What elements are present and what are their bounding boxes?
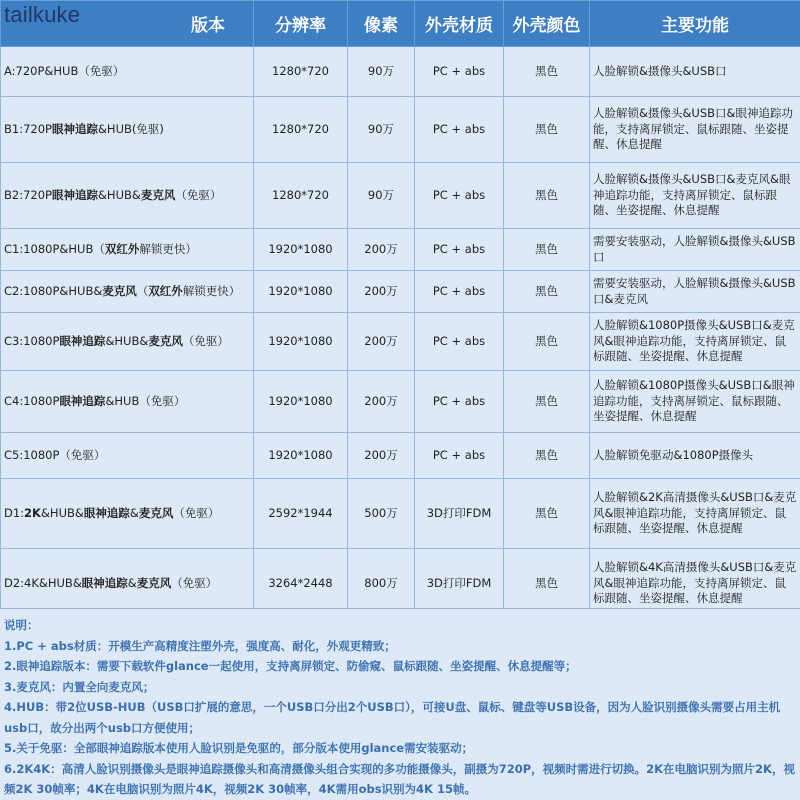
spec-table-body bbox=[1, 47, 800, 619]
version-text-segment: C4:1080P bbox=[4, 393, 60, 408]
cell-shell-color: 黑色 bbox=[504, 47, 590, 97]
version-text-segment: 麦克风 bbox=[136, 575, 172, 590]
version-text-segment: （免驱） bbox=[173, 505, 220, 520]
cell-shell-color: 黑色 bbox=[504, 479, 590, 549]
cell-resolution: 1920*1080 bbox=[254, 371, 348, 433]
cell-pixels: 200万 bbox=[348, 313, 415, 371]
header-resolution: 分辨率 bbox=[254, 1, 348, 47]
version-text-segment: & bbox=[127, 575, 137, 590]
cell-version bbox=[1, 47, 254, 97]
version-text-segment: 眼神追踪 bbox=[51, 187, 98, 202]
note-item: 2.眼神追踪版本：需要下载软件glance一起使用，支持离屏锁定、防偷窥、鼠标跟随、坐姿提醒、休息提醒等； bbox=[4, 659, 577, 673]
table-row bbox=[1, 163, 800, 229]
cell-shell-color: 黑色 bbox=[504, 229, 590, 271]
note-item: 5.关于免驱：全部眼神追踪版本使用人脸识别是免驱的，部分版本使用glance需安装驱动； bbox=[4, 741, 474, 755]
version-text-segment: A:720P&HUB（免驱） bbox=[4, 63, 125, 78]
cell-shell-material: PC + abs bbox=[415, 47, 504, 97]
note-item: 1.PC + abs材质：开模生产高精度注塑外壳，强度高、耐化，外观更精致； bbox=[4, 638, 396, 653]
cell-pixels: 200万 bbox=[348, 433, 415, 479]
version-text-segment: B1:720P bbox=[4, 121, 52, 136]
version-text-segment: 眼神追踪 bbox=[59, 393, 106, 408]
cell-main-features: 人脸解锁&摄像头&USB口&麦克风&眼神追踪功能，支持离屏锁定、鼠标跟随、坐姿提醒、休息提醒 bbox=[590, 163, 800, 229]
version-text-segment: &HUB(免驱) bbox=[97, 121, 164, 136]
cell-pixels: 500万 bbox=[348, 479, 415, 549]
note-item: 3.麦克风：内置全向麦克风； bbox=[4, 679, 155, 694]
version-text-segment: （ bbox=[136, 283, 149, 298]
cell-shell-material: PC + abs bbox=[415, 229, 504, 271]
version-text-segment: 解锁更快） bbox=[182, 283, 241, 298]
cell-version bbox=[1, 433, 254, 479]
version-text-segment: C5:1080P（免驱） bbox=[4, 447, 106, 462]
cell-resolution: 1920*1080 bbox=[254, 229, 348, 271]
cell-shell-color: 黑色 bbox=[504, 97, 590, 163]
cell-version bbox=[1, 271, 254, 313]
version-text-segment: 双红外 bbox=[104, 241, 140, 256]
header-version: 版本 bbox=[1, 1, 254, 47]
table-row bbox=[1, 271, 800, 313]
version-text-segment: 麦克风 bbox=[102, 283, 137, 298]
cell-shell-color: 黑色 bbox=[504, 371, 590, 433]
version-text-segment: 麦克风 bbox=[140, 187, 176, 202]
version-text-segment: 眼神追踪 bbox=[81, 575, 128, 590]
cell-version bbox=[1, 229, 254, 271]
cell-main-features: 人脸解锁&1080P摄像头&USB口&麦克风&眼神追踪功能，支持离屏锁定、鼠标跟随、坐姿提醒、休息提醒 bbox=[590, 313, 800, 371]
cell-main-features: 人脸解锁&1080P摄像头&USB口&眼神追踪功能，支持离屏锁定、鼠标跟随、坐姿提醒、休息提醒 bbox=[590, 371, 800, 433]
cell-resolution: 1280*720 bbox=[254, 97, 348, 163]
cell-shell-material: PC + abs bbox=[415, 371, 504, 433]
table-row bbox=[1, 97, 800, 163]
cell-shell-material: 3D打印FDM bbox=[415, 549, 504, 619]
table-row bbox=[1, 479, 800, 549]
cell-shell-material: PC + abs bbox=[415, 313, 504, 371]
cell-shell-material: PC + abs bbox=[415, 163, 504, 229]
version-text-segment: &HUB& bbox=[97, 187, 141, 202]
header-pixels: 像素 bbox=[348, 1, 415, 47]
table-row bbox=[1, 433, 800, 479]
version-text-segment: D2:4K&HUB& bbox=[4, 575, 82, 590]
cell-version bbox=[1, 97, 254, 163]
header-shell-material: 外壳材质 bbox=[415, 1, 504, 47]
cell-pixels: 90万 bbox=[348, 163, 415, 229]
version-text-segment: 2K bbox=[24, 505, 41, 520]
cell-resolution: 1920*1080 bbox=[254, 271, 348, 313]
cell-resolution: 3264*2448 bbox=[254, 549, 348, 619]
cell-version bbox=[1, 313, 254, 371]
cell-pixels: 200万 bbox=[348, 371, 415, 433]
cell-resolution: 1280*720 bbox=[254, 163, 348, 229]
cell-shell-color: 黑色 bbox=[504, 433, 590, 479]
note-item: 4.HUB：带2位USB-HUB（USB口扩展的意思，一个USB口分出2个USB口），可接U盘、鼠标、键盘等USB设备，因为人脸识别摄像头需要占用主机usb口，故分出两个usb口方便使用； bbox=[4, 700, 781, 735]
cell-version bbox=[1, 371, 254, 433]
version-text-segment: 解锁更快） bbox=[139, 241, 197, 256]
version-text-segment: &HUB（免驱） bbox=[105, 393, 186, 408]
version-text-segment: C2:1080P&HUB& bbox=[4, 283, 103, 298]
cell-pixels: 90万 bbox=[348, 47, 415, 97]
note-item: 6.2K4K：高清人脸识别摄像头是眼神追踪摄像头和高清摄像头组合实现的多功能摄像头，副摄为720P，视频时需进行切换。2K在电脑识别为照片2K，视频2K 30帧率；4K在电脑识别为照片4K，视频2K 30帧率，4K需用obs识别为4K 15帧。 bbox=[4, 761, 795, 796]
version-text-segment: 麦克风 bbox=[148, 333, 183, 348]
cell-main-features: 人脸解锁免驱动&1080P摄像头 bbox=[590, 433, 800, 479]
cell-resolution: 1920*1080 bbox=[254, 313, 348, 371]
notes-heading: 说明： bbox=[4, 618, 39, 632]
notes-section bbox=[0, 608, 800, 800]
cell-pixels: 800万 bbox=[348, 549, 415, 619]
cell-shell-color: 黑色 bbox=[504, 163, 590, 229]
version-text-segment: 双红外 bbox=[148, 283, 183, 298]
version-text-segment: 麦克风 bbox=[138, 505, 174, 520]
cell-resolution: 1280*720 bbox=[254, 47, 348, 97]
cell-shell-material: PC + abs bbox=[415, 271, 504, 313]
version-text-segment: 眼神追踪 bbox=[51, 121, 98, 136]
cell-resolution: 2592*1944 bbox=[254, 479, 348, 549]
table-row bbox=[1, 229, 800, 271]
table-row bbox=[1, 47, 800, 97]
version-text-segment: & bbox=[129, 505, 139, 520]
cell-pixels: 200万 bbox=[348, 271, 415, 313]
version-text-segment: C1:1080P&HUB（ bbox=[4, 241, 105, 256]
version-text-segment: 眼神追踪 bbox=[59, 333, 106, 348]
cell-shell-color: 黑色 bbox=[504, 313, 590, 371]
cell-resolution: 1920*1080 bbox=[254, 433, 348, 479]
header-main-features: 主要功能 bbox=[590, 1, 800, 47]
cell-main-features: 需要安装驱动，人脸解锁&摄像头&USB口 bbox=[590, 229, 800, 271]
table-row bbox=[1, 313, 800, 371]
cell-shell-material: 3D打印FDM bbox=[415, 479, 504, 549]
cell-shell-color: 黑色 bbox=[504, 271, 590, 313]
header-shell-color: 外壳颜色 bbox=[504, 1, 590, 47]
cell-main-features: 人脸解锁&4K高清摄像头&USB口&麦克风&眼神追踪功能，支持离屏锁定、鼠标跟随、坐姿提醒、休息提醒 bbox=[590, 549, 800, 619]
cell-shell-color: 黑色 bbox=[504, 549, 590, 619]
version-text-segment: （免驱） bbox=[175, 187, 222, 202]
cell-pixels: 90万 bbox=[348, 97, 415, 163]
version-text-segment: &HUB& bbox=[40, 505, 84, 520]
table-header-row bbox=[1, 1, 800, 47]
version-text-segment: （免驱） bbox=[171, 575, 218, 590]
cell-version bbox=[1, 479, 254, 549]
version-text-segment: 眼神追踪 bbox=[83, 505, 130, 520]
cell-shell-material: PC + abs bbox=[415, 433, 504, 479]
cell-main-features: 需要安装驱动，人脸解锁&摄像头&USB口&麦克风 bbox=[590, 271, 800, 313]
cell-main-features: 人脸解锁&摄像头&USB口&眼神追踪功能，支持离屏锁定、鼠标跟随、坐姿提醒、休息提醒 bbox=[590, 97, 800, 163]
version-text-segment: B2:720P bbox=[4, 187, 52, 202]
cell-main-features: 人脸解锁&2K高清摄像头&USB口&麦克风&眼神追踪功能，支持离屏锁定、鼠标跟随、坐姿提醒、休息提醒 bbox=[590, 479, 800, 549]
version-text-segment: C3:1080P bbox=[4, 333, 60, 348]
table-row bbox=[1, 371, 800, 433]
cell-main-features: 人脸解锁&摄像头&USB口 bbox=[590, 47, 800, 97]
cell-shell-material: PC + abs bbox=[415, 97, 504, 163]
cell-version bbox=[1, 163, 254, 229]
version-text-segment: D1: bbox=[4, 505, 25, 520]
version-text-segment: （免驱） bbox=[182, 333, 229, 348]
version-text-segment: &HUB& bbox=[105, 333, 149, 348]
cell-pixels: 200万 bbox=[348, 229, 415, 271]
brand-logo-text: tailkuke bbox=[4, 2, 81, 27]
